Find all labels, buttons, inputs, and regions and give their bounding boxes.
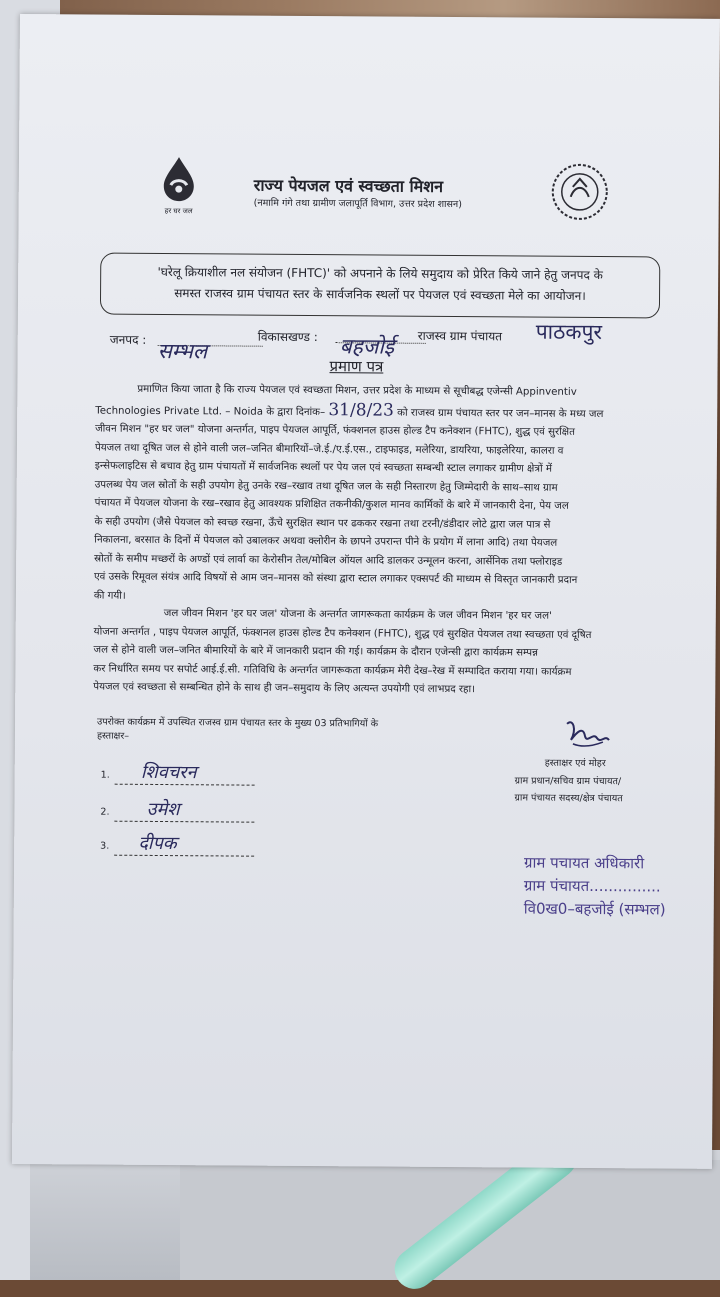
water-drop-icon xyxy=(154,155,204,203)
para1-line-6: उपलब्ध पेय जल स्रोतों के सही उपयोग हेतु उनके रख–रखाव तथा दूषित जल के सही निस्तारण हेतु जिम्मेदारी के साथ–साथ ग्राम xyxy=(94,479,558,494)
para1-line-3: जीवन मिशन "हर घर जल" योजना अन्तर्गत, पाइप पेयजल आपूर्ति, फंक्शनल हाउस होल्ड टैप कनेक्शन (FHTC), शुद्ध एवं सुरक्षित xyxy=(95,423,575,438)
attendee-2 xyxy=(100,797,300,823)
attendee-3 xyxy=(100,831,300,857)
para2-line-3: जल से होने वाली जल–जनित बीमारियों के बारे में जानकारी प्रदान की गई। कार्यक्रम के दौरान एजेन्सी द्वारा कार्यक्रम सम्पन्न xyxy=(93,644,538,659)
para1-line-5: इन्सेफलाइटिस से बचाव हेतु ग्राम पंचायतों में सार्वजनिक स्थलों पर पेय जल एवं स्वच्छता सम्बन्धी स्टाल लगाकर ग्रामीण क्षेत्रों में xyxy=(94,460,552,475)
jal-logo xyxy=(154,155,204,225)
certificate-document xyxy=(12,14,720,1169)
notice-line-2: समस्त राजस्व ग्राम पंचायत स्तर के सार्वजनिक स्थलों पर पेयजल एवं स्वच्छता मेले का आयोजन। xyxy=(174,286,586,303)
paragraph-2 xyxy=(93,605,694,702)
attendee-3-name: दीपक xyxy=(138,832,177,855)
header-title: राज्य पेयजल एवं स्वच्छता मिशन xyxy=(253,175,444,196)
para1-line-2b: को राजस्व ग्राम पंचायत स्तर पर जन–मानस के मध्य जल xyxy=(397,407,604,420)
janpad-value: सम्भल xyxy=(157,338,208,364)
signatory-line-3: ग्राम पंचायत सदस्य/क्षेत्र पंचायत xyxy=(514,792,623,805)
signatory-line-2: ग्राम प्रधान/सचिव ग्राम पंचायत/ xyxy=(514,775,622,788)
stamp-line-2: ग्राम पंचायत............... xyxy=(523,876,661,896)
vikaskhand-label: विकासखण्ड : xyxy=(257,329,318,345)
para1-line-11: एवं उसके रिमूवल संयंत्र आदि विषयों से आम जन–मानस को संस्था द्वारा स्टाल लगाकर एक्सपर्ट की माध्यम से विस्तृत जानकारी प्रदान xyxy=(94,571,578,586)
attendees-heading-2: हस्ताक्षर– xyxy=(96,730,130,742)
gram-panchayat-label: राजस्व ग्राम पंचायत xyxy=(417,328,503,344)
gram-panchayat-value: पाठकपुर xyxy=(535,319,603,345)
stamp-line-1: ग्राम पचायत अधिकारी xyxy=(524,853,645,873)
para1-line-2a: Technologies Private Ltd. – Noida के द्वारा दिनांक– xyxy=(95,405,326,418)
para2-line-2: योजना अन्तर्गत , पाइप पेयजल आपूर्ति, फंक्शनल हाउस होल्ड टैप कनेक्शन (FHTC), शुद्ध एवं सुरक्षित पेयजल तथा स्वच्छता एवं दूषित xyxy=(93,626,592,641)
header-subtitle: (नमामि गंगे तथा ग्रामीण जलापूर्ति विभाग, उत्तर प्रदेश शासन) xyxy=(253,197,462,211)
up-emblem xyxy=(551,163,609,221)
vikaskhand-value: बहजोई xyxy=(339,334,395,359)
doc-title: प्रमाण पत्र xyxy=(329,357,384,376)
official-stamp xyxy=(524,852,666,922)
attendee-2-line xyxy=(115,797,255,823)
notice-line-1: 'घरेलू क्रियाशील नल संयोजन (FHTC)' को अपनाने के लिये समुदाय को प्रेरित किये जाने हेतु जनपद के xyxy=(157,264,603,283)
signature-scribble-icon xyxy=(563,716,613,752)
date-value: 31/8/23 xyxy=(328,399,394,421)
para1-line-1: प्रमाणित किया जाता है कि राज्य पेयजल एवं स्वच्छता मिशन, उत्तर प्रदेश के माध्यम से सूचीबद्ध एजेन्सी Appinventiv xyxy=(137,383,577,398)
attendee-1-num: 1. xyxy=(100,769,110,781)
attendees-heading-1: उपरोक्त कार्यक्रम में उपस्थित राजस्व ग्राम पंचायत स्तर के मुख्य 03 प्रतिभागियों के xyxy=(97,716,379,730)
logo-text: हर घर जल xyxy=(164,207,193,216)
paragraph-1 xyxy=(94,381,696,610)
signatory-line-1: हस्ताक्षर एवं मोहर xyxy=(544,757,606,770)
para1-line-4: पेयजल तथा दूषित जल से होने वाली जल–जनित बीमारियों–जे.ई./ए.ई.एस., टाइफाइड, मलेरिया, डायरिया, फाइलेरिया, कालरा व xyxy=(94,442,564,457)
notice-box xyxy=(100,253,660,319)
stamp-line-3: वि0ख0–बहजोई (सम्भल) xyxy=(523,899,666,919)
emblem-icon xyxy=(551,163,609,221)
pradhan-signature xyxy=(563,716,613,756)
janpad-label: जनपद : xyxy=(109,332,147,347)
attendee-1-line xyxy=(115,760,255,786)
para1-line-10: स्रोतों के समीप मच्छरों के अण्डों एवं लार्वा का केरोसीन तेल/मोबिल ऑयल आदि डालकर उन्मूलन करना, आर्सेनिक तथा फ्लोराइड xyxy=(94,553,563,568)
para2-line-5: पेयजल एवं स्वच्छता से सम्बन्धित होने के साथ ही जन–समुदाय के लिए अत्यन्त उपयोगी एवं लाभप्रद रहा। xyxy=(93,681,476,696)
para1-line-7: पंचायत में पेयजल योजना के रख–रखाव हेतु आवश्यक प्रशिक्षित तकनीकी/कुशल मानव कार्मिकों के बारे में जानकारी देना, पेय जल xyxy=(94,497,569,512)
attendee-1-name: शिवचरन xyxy=(140,761,197,784)
attendee-3-num: 3. xyxy=(100,840,110,852)
attendee-1 xyxy=(101,760,301,786)
para1-line-8: के सही उपयोग (जैसे पेयजल को स्वच्छ रखना, ऊँचे सुरक्षित स्थान पर ढककर रखना तथा टरनी/डंडीदार लोटे द्वारा जल पात्र से xyxy=(94,516,551,531)
attendee-3-line xyxy=(114,831,254,857)
para2-line-4: कर निर्धारित समय पर सपोर्ट आई.ई.सी. गतिविधि के अन्तर्गत जागरूकता कार्यक्रम मेरी देख–रेख में सम्पादित कराया गया। कार्यक्रम xyxy=(93,663,572,678)
attendee-2-name: उमेश xyxy=(146,798,180,821)
para2-line-1: जल जीवन मिशन 'हर घर जल' योजना के अन्तर्गत जागरूकता कार्यक्रम के जल जीवन मिशन 'हर घर जल' xyxy=(163,608,552,622)
para1-line-12: की गयी। xyxy=(93,590,126,602)
para1-line-9: निकालना, बरसात के दिनों में पेयजल को उबालकर अथवा क्लोरीन के छापने उपरान्त पीने के प्रयोग में लाना आदि) तथा पेयजल xyxy=(94,534,558,549)
attendee-2-num: 2. xyxy=(100,806,110,818)
